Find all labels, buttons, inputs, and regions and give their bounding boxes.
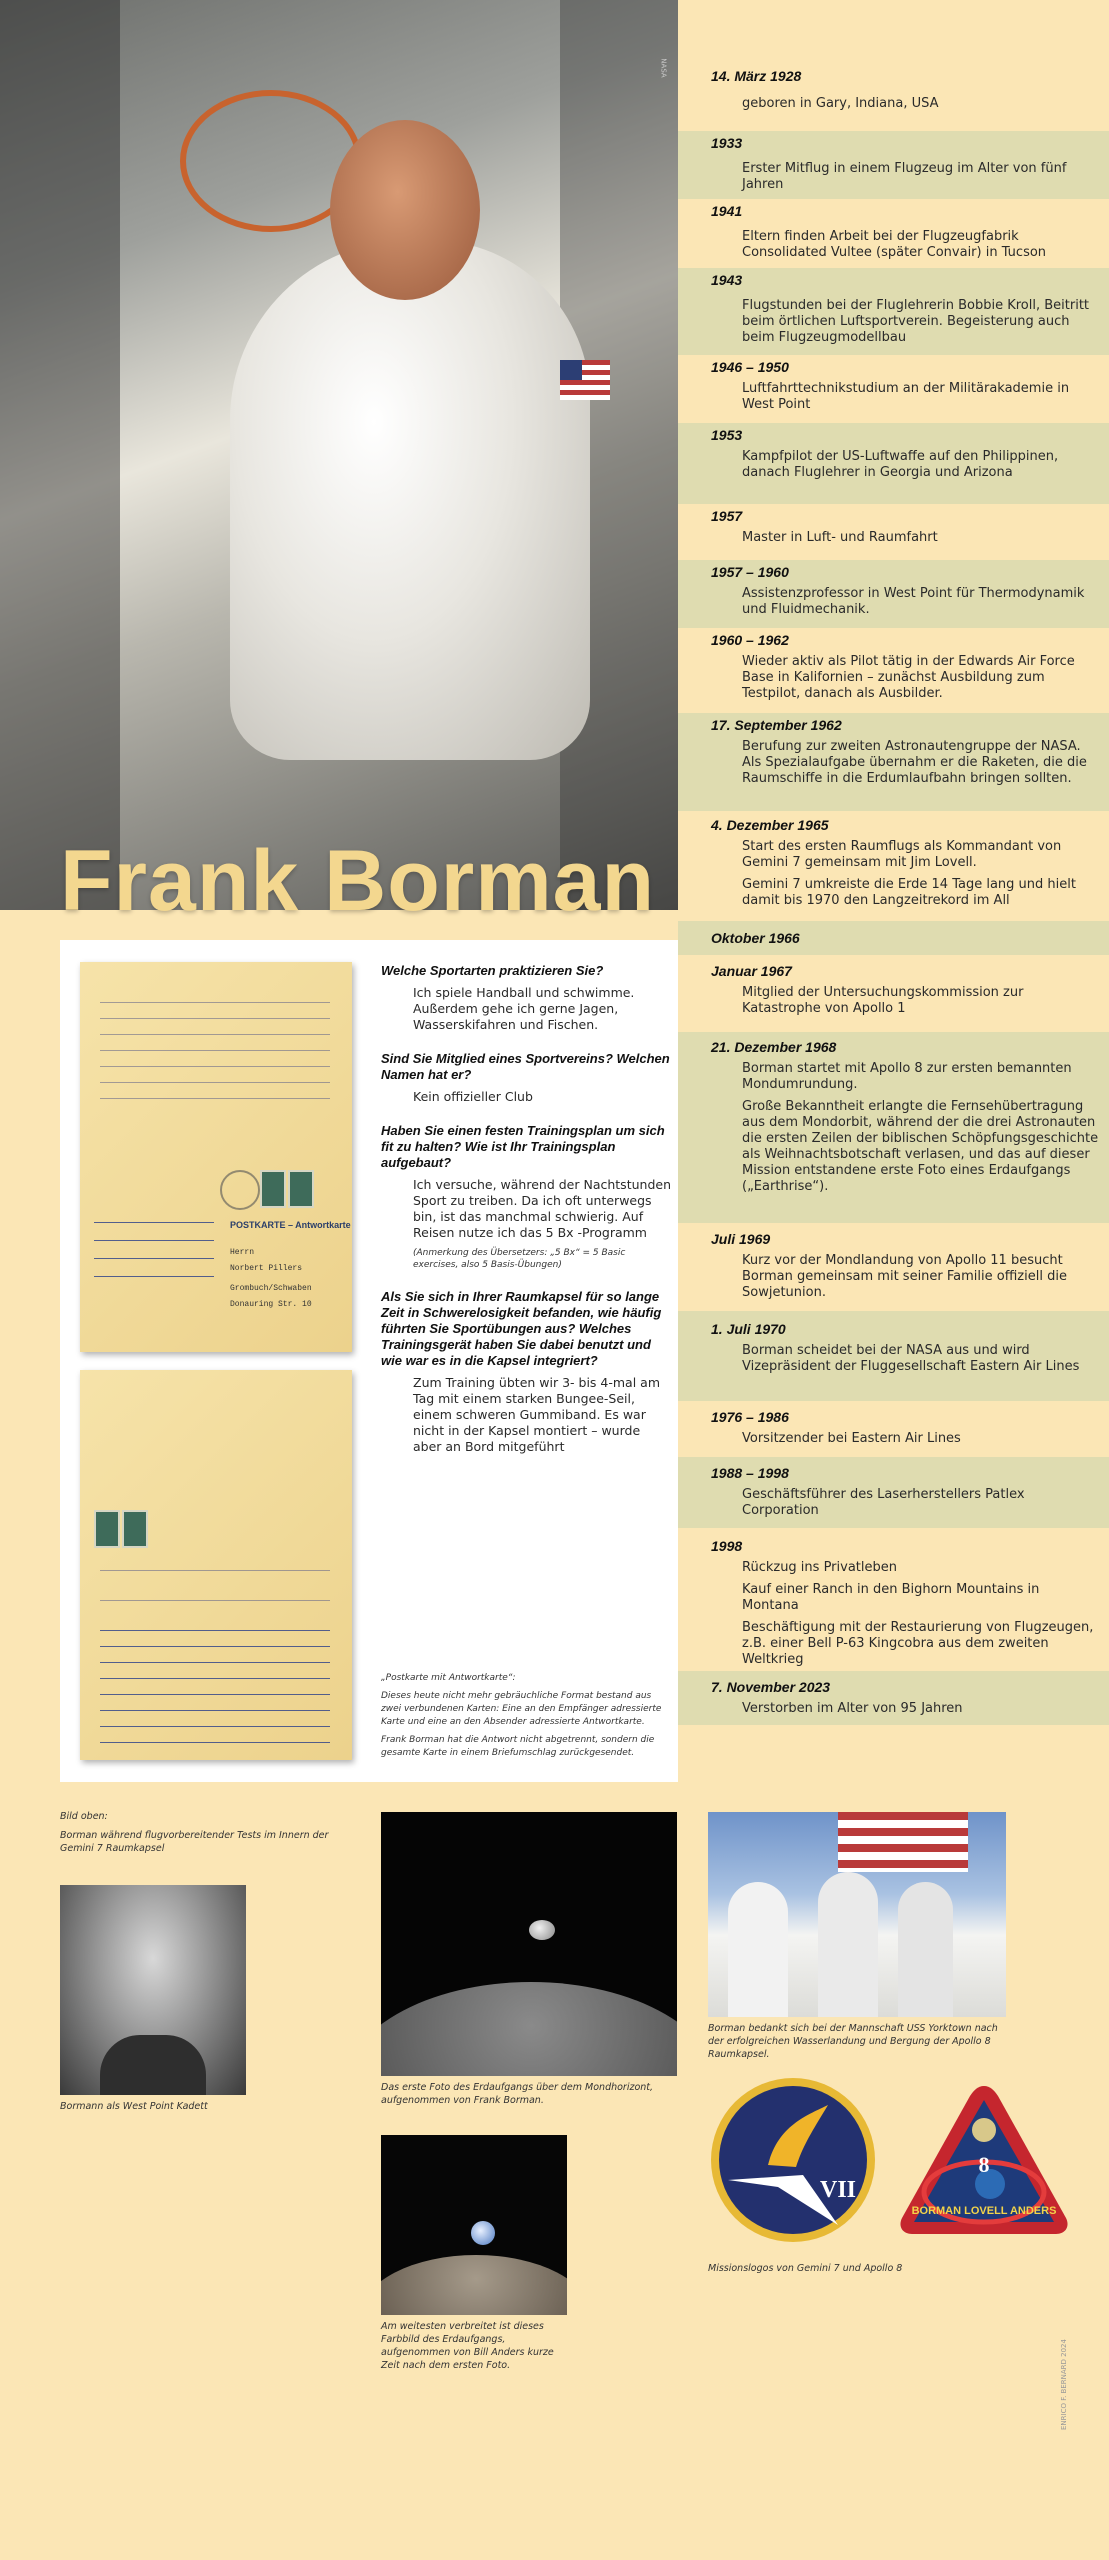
timeline-text: geboren in Gary, Indiana, USA [742,96,939,111]
timeline-date: 1988 – 1998 [711,1465,789,1481]
timeline-entry [678,355,1109,423]
timeline-text: Erster Mitflug in einem Flugzeug im Alter von fünf Jahren [742,161,1067,192]
us-flag-patch [560,360,610,400]
caption-text: Borman während flugvorbereitender Tests im Innern der Gemini 7 Raumkapsel [60,1830,329,1854]
footer-credit: ENRICO F. BERNARD 2024 [1060,2339,1068,2430]
timeline-entry [678,1457,1109,1528]
timeline-date: Januar 1967 [711,963,792,979]
astronaut-suit [230,240,590,760]
timeline-text: Master in Luft- und Raumfahrt [742,530,938,545]
postcard-caption-text: Dieses heute nicht mehr gebräuchliche Format bestand aus zwei verbundenen Karten: Eine an den Empfänger adressierte Karte und eine an den Absender adressierte Antwortkarte. [381,1691,662,1727]
timeline-date: 1953 [711,427,743,443]
timeline-text: Beschäftigung mit der Restaurierung von Flugzeugen, z.B. einer Bell P-63 Kingcobra aus dem zweiten Weltkrieg [742,1620,1094,1667]
postcard-street: Donauring Str. 10 [230,1300,312,1309]
cadet-caption: Bormann als West Point Kadett [60,2101,208,2112]
timeline-entry [678,0,1109,131]
interview-question: Sind Sie Mitglied eines Sportvereins? Welchen Namen hat er? [381,1051,670,1082]
timeline-entry [678,1671,1109,1725]
timeline-date: 1957 [711,508,743,524]
postage-stamp [122,1510,148,1548]
postage-stamp [288,1170,314,1208]
timeline-date: 1. Juli 1970 [711,1321,786,1337]
timeline-text: Große Bekanntheit erlangte die Fernsehübertragung aus dem Mondorbit, während der die drei Astronauten die ersten Zeilen der biblischen Schöpfungsgeschichte als Weihnachtsbotschaft verlasen, und das auf dieser Mission entstandene erste Foto eines Erdaufgangs („Earthrise“). [742,1099,1099,1194]
timeline-date: 1998 [711,1538,743,1554]
timeline-date: 17. September 1962 [711,717,842,733]
timeline-entry [678,423,1109,504]
postage-stamp [260,1170,286,1208]
postcard-label: POSTKARTE – Antwortkarte [230,1220,351,1230]
timeline-entry [678,1032,1109,1223]
translator-note: (Anmerkung des Übersetzers: „5 Bx“ = 5 Basic exercises, also 5 Basis-Übungen) [413,1248,626,1270]
earthrise-color-photo [381,2135,567,2315]
timeline-text: Verstorben im Alter von 95 Jahren [742,1701,963,1716]
apollo-8-logo [894,2082,1074,2242]
page-title: Frank Borman [60,833,656,929]
timeline-text: Borman scheidet bei der NASA aus und wird Vizepräsident der Fluggesellschaft Eastern Air Lines [742,1343,1080,1374]
cadet-photo [60,1885,246,2095]
apollo-8-numeral: 8 [978,2152,990,2177]
timeline-date: 1957 – 1960 [711,564,789,580]
timeline-text: Kauf einer Ranch in den Bighorn Mountains in Montana [742,1582,1040,1613]
timeline-date: 14. März 1928 [711,68,802,84]
timeline-date: Oktober 1966 [711,930,800,946]
timeline-entry [678,268,1109,355]
timeline-text: Rückzug ins Privatleben [742,1560,897,1575]
postcard-addressee: Herrn [230,1248,255,1257]
gemini-7-numeral: VII [820,2177,857,2203]
timeline-text: Mitglied der Untersuchungskommission zur Katastrophe von Apollo 1 [742,985,1024,1016]
timeline-date: 1960 – 1962 [711,632,789,648]
photo-credit: NASA [659,58,668,78]
apollo-8-crew-names: BORMAN LOVELL ANDERS [911,2205,1057,2217]
timeline-date: 7. November 2023 [711,1679,831,1695]
timeline-entry [678,504,1109,560]
interview-question: Welche Sportarten praktizieren Sie? [381,963,604,978]
postage-stamp [94,1510,120,1548]
timeline-entry [678,131,1109,199]
timeline-date: Juli 1969 [711,1231,771,1247]
timeline-text: Luftfahrttechnikstudium an der Militärakademie in West Point [742,381,1070,412]
timeline-entry [678,199,1109,268]
gemini-7-logo [708,2075,878,2245]
timeline-text: Eltern finden Arbeit bei der Flugzeugfabrik Consolidated Vultee (später Convair) in Tucson [742,229,1047,260]
caption-label: Bild oben: [60,1811,108,1822]
timeline-entry [678,811,1109,921]
postcard-name: Norbert Pillers [230,1264,303,1273]
interview-question: Haben Sie einen festen Trainingsplan um sich fit zu halten? Wie ist Ihr Trainingsplan aufgebaut? [381,1123,665,1170]
postcard-caption-text: Frank Borman hat die Antwort nicht abgetrennt, sondern die gesamte Karte in einem Briefumschlag zurückgesendet. [381,1735,655,1758]
interview [381,963,671,1473]
postcard-caption-title: „Postkarte mit Antwortkarte“: [381,1673,516,1683]
earthrise-color-caption: Am weitesten verbreitet ist dieses Farbbild des Erdaufgangs, aufgenommen von Bill Anders kurze Zeit nach dem ersten Foto. [381,2321,554,2371]
timeline-date: 1976 – 1986 [711,1409,789,1425]
timeline-date: 1943 [711,272,743,288]
yorktown-caption: Borman bedankt sich bei der Mannschaft USS Yorktown nach der erfolgreichen Wasserlandung und Bergung der Apollo 8 Raumkapsel. [708,2023,998,2060]
capsule-hatch-panel [0,0,120,910]
astronaut-head [330,120,480,300]
postcard-city: Grombuch/Schwaben [230,1284,312,1293]
timeline-text: Vorsitzender bei Eastern Air Lines [742,1431,961,1446]
timeline-date: 21. Dezember 1968 [711,1039,837,1055]
interview-answer: Ich versuche, während der Nachtstunden Sport zu treiben. Da ich oft unterwegs bin, ist das manchmal schwierig. Auf Reisen nutze ich das 5 Bx -Programm [413,1177,671,1240]
postcard-caption [381,1672,666,1765]
timeline-date: 4. Dezember 1965 [711,817,829,833]
timeline-entry [678,1311,1109,1401]
timeline-entry [678,713,1109,811]
postcard-reply-front [80,1370,352,1760]
interview-question: Als Sie sich in Ihrer Raumkapsel für so lange Zeit in Schwerelosigkeit befanden, wie häufig führten Sie Sportübungen aus? Welches Trainingsgerät haben Sie dabei benutzt und wie war es in die Kapsel integriert? [381,1289,662,1368]
timeline-text: Geschäftsführer des Laserherstellers Patlex Corporation [742,1487,1025,1518]
timeline-date: 1946 – 1950 [711,359,789,375]
logos-caption: Missionslogos von Gemini 7 und Apollo 8 [708,2263,903,2274]
interview-answer: Zum Training übten wir 3- bis 4-mal am Tag mit einem starken Bungee-Seil, einem schweren Gummiband. Es war nicht in der Kapsel montiert – wurde aber an Bord mitgeführt [413,1375,660,1454]
hero-photo-caption [60,1810,360,1855]
timeline-entry [678,921,1109,955]
interview-answer: Ich spiele Handball und schwimme. Außerdem gehe ich gerne Jagen, Wasserskifahren und Fischen. [413,985,635,1032]
yorktown-photo [708,1812,1006,2017]
timeline-entry [678,1223,1109,1311]
timeline-text: Flugstunden bei der Fluglehrerin Bobbie Kroll, Beitritt beim örtlichen Luftsportverein. Begeisterung auch beim Flugzeugmodellbau [742,298,1090,345]
hero-photo [0,0,678,910]
timeline-text: Assistenzprofessor in West Point für Thermodynamik und Fluidmechanik. [742,586,1085,617]
timeline-date: 1941 [711,203,743,219]
postmark [220,1170,260,1210]
timeline-text: Berufung zur zweiten Astronautengruppe der NASA. Als Spezialaufgabe übernahm er die Raketen, die die Raumschiffe in die Erdumlaufbahn bringen sollten. [742,739,1087,786]
timeline-text: Gemini 7 umkreiste die Erde 14 Tage lang und hielt damit bis 1970 den Langzeitrekord im All [742,877,1076,908]
timeline-text: Wieder aktiv als Pilot tätig in der Edwards Air Force Base in Kalifornien – zunächst Ausbildung zum Testpilot, danach als Ausbilder. [742,654,1075,701]
timeline-entry [678,628,1109,713]
earthrise-caption: Das erste Foto des Erdaufgangs über dem Mondhorizont, aufgenommen von Frank Borman. [381,2082,654,2106]
earthrise-photo [381,1812,677,2076]
timeline-text: Kampfpilot der US-Luftwaffe auf den Philippinen, danach Fluglehrer in Georgia und Arizona [742,449,1059,480]
timeline-entry [678,560,1109,628]
interview-answer: Kein offizieller Club [413,1089,533,1104]
timeline-text: Start des ersten Raumflugs als Kommandant von Gemini 7 gemeinsam mit Jim Lovell. [742,839,1062,870]
timeline-date: 1933 [711,135,743,151]
timeline-entry [678,955,1109,1032]
timeline-text: Kurz vor der Mondlandung von Apollo 11 besucht Borman gemeinsam mit seiner Familie offiziell die Sowjetunion. [742,1253,1067,1300]
timeline-entry [678,1401,1109,1457]
timeline [678,0,1109,1725]
timeline-entry [678,1528,1109,1671]
postcard-reply-back [80,962,352,1352]
timeline-text: Borman startet mit Apollo 8 zur ersten bemannten Mondumrundung. [742,1061,1072,1092]
